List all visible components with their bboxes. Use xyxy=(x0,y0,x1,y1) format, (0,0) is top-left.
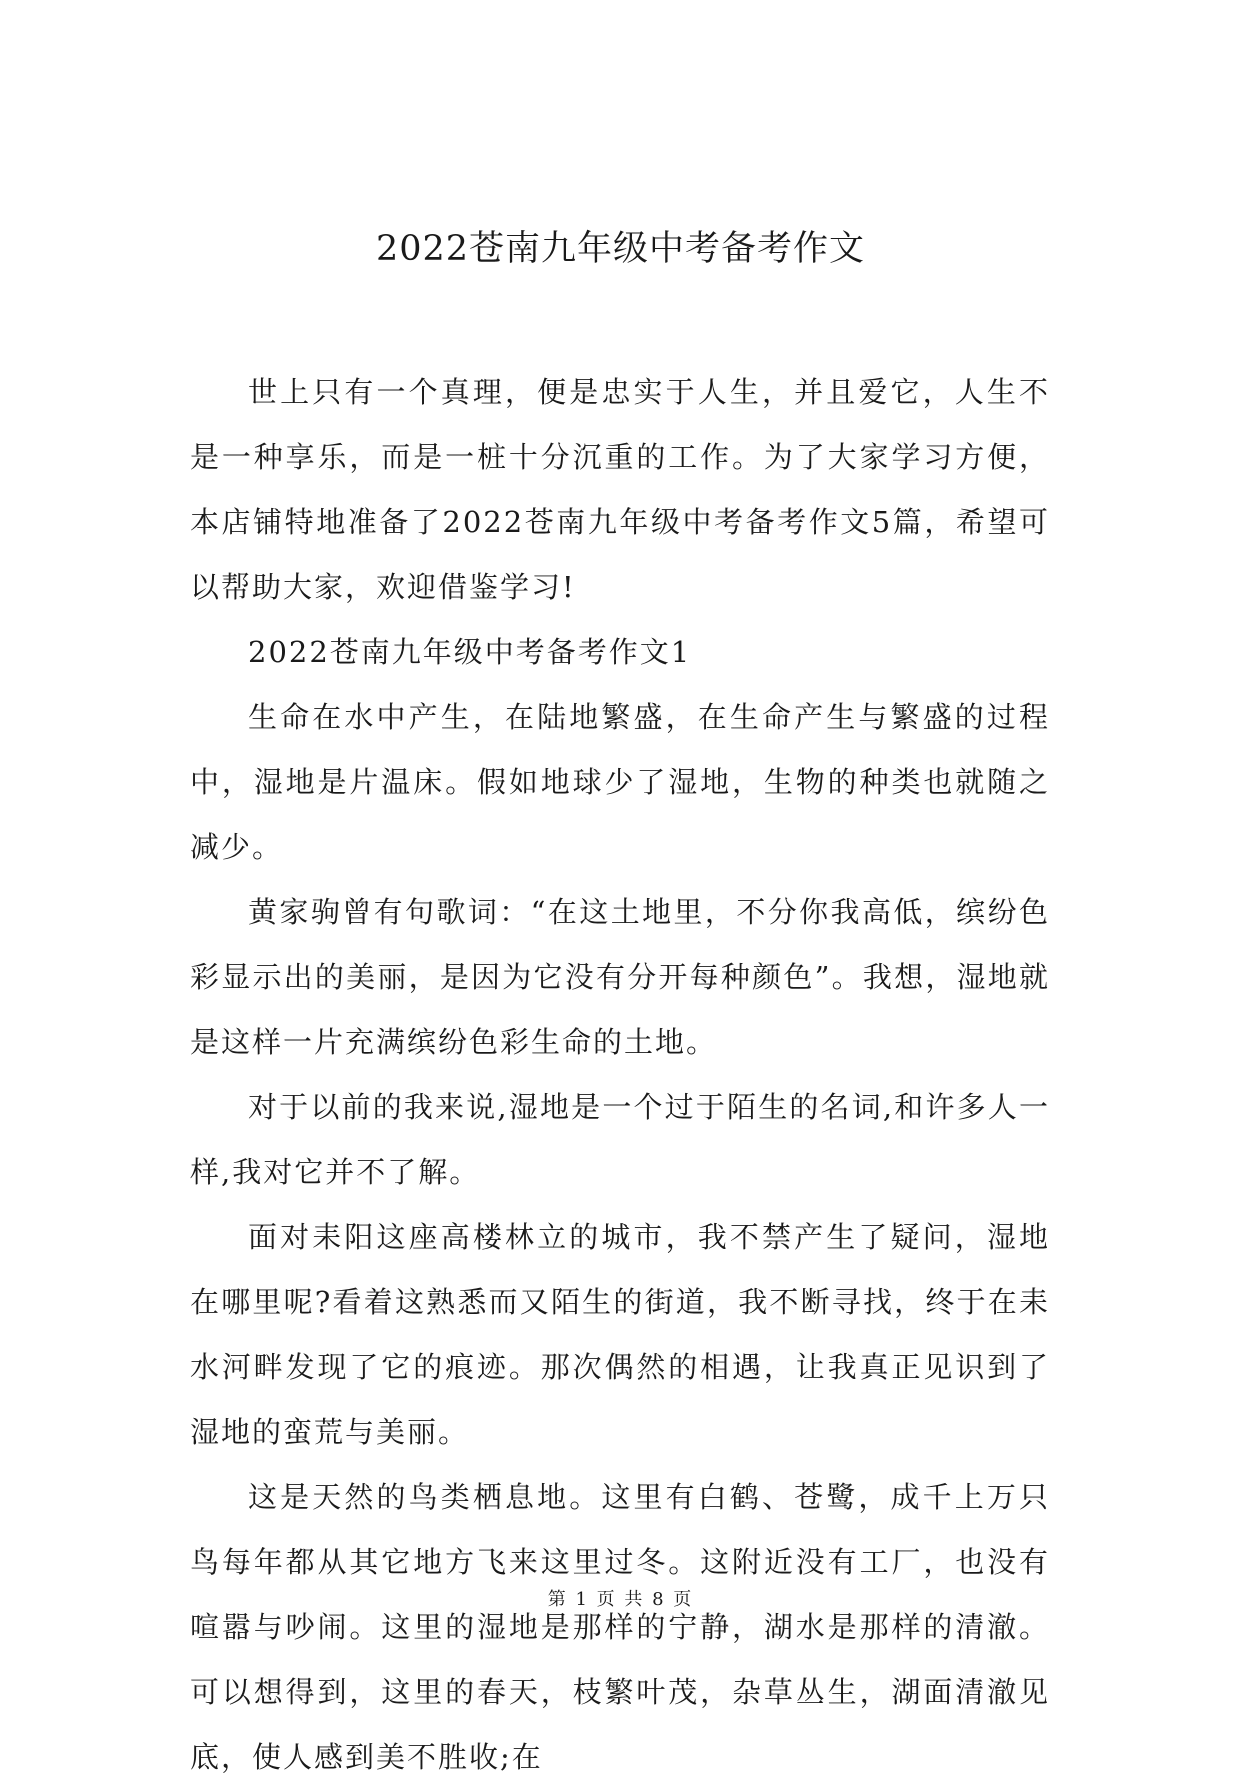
paragraph-intro: 世上只有一个真理，便是忠实于人生，并且爱它，人生不是一种享乐，而是一桩十分沉重的工作。为了大家学习方便，本店铺特地准备了2022苍南九年级中考备考作文5篇，希望可以帮助大家，欢迎借鉴学习! xyxy=(190,375,1050,604)
paragraph: 生命在水中产生，在陆地繁盛，在生命产生与繁盛的过程中，湿地是片温床。假如地球少了湿地，生物的种类也就随之减少。 xyxy=(190,700,1050,864)
paragraph: 这是天然的鸟类栖息地。这里有白鹤、苍鹭，成千上万只鸟每年都从其它地方飞来这里过冬。这附近没有工厂，也没有喧嚣与吵闹。这里的湿地是那样的宁静，湖水是那样的清澈。可以想得到，这里的春天，枝繁叶茂，杂草丛生，湖面清澈见底，使人感到美不胜收;在 xyxy=(190,1480,1050,1774)
page-number-footer: 第 1 页 共 8 页 xyxy=(547,1589,694,1610)
document-title: 2022苍南九年级中考备考作文 xyxy=(375,229,866,269)
document-body xyxy=(190,360,1050,1790)
paragraph: 面对耒阳这座高楼林立的城市，我不禁产生了疑问，湿地在哪里呢?看着这熟悉而又陌生的街道，我不断寻找，终于在耒水河畔发现了它的痕迹。那次偶然的相遇，让我真正见识到了湿地的蛮荒与美丽。 xyxy=(190,1220,1050,1449)
paragraph: 黄家驹曾有句歌词：“在这土地里，不分你我高低，缤纷色彩显示出的美丽，是因为它没有分开每种颜色”。我想，湿地就是这样一片充满缤纷色彩生命的土地。 xyxy=(190,895,1050,1059)
essay-heading: 2022苍南九年级中考备考作文1 xyxy=(248,635,692,669)
paragraph: 对于以前的我来说,湿地是一个过于陌生的名词,和许多人一样,我对它并不了解。 xyxy=(190,1090,1050,1189)
